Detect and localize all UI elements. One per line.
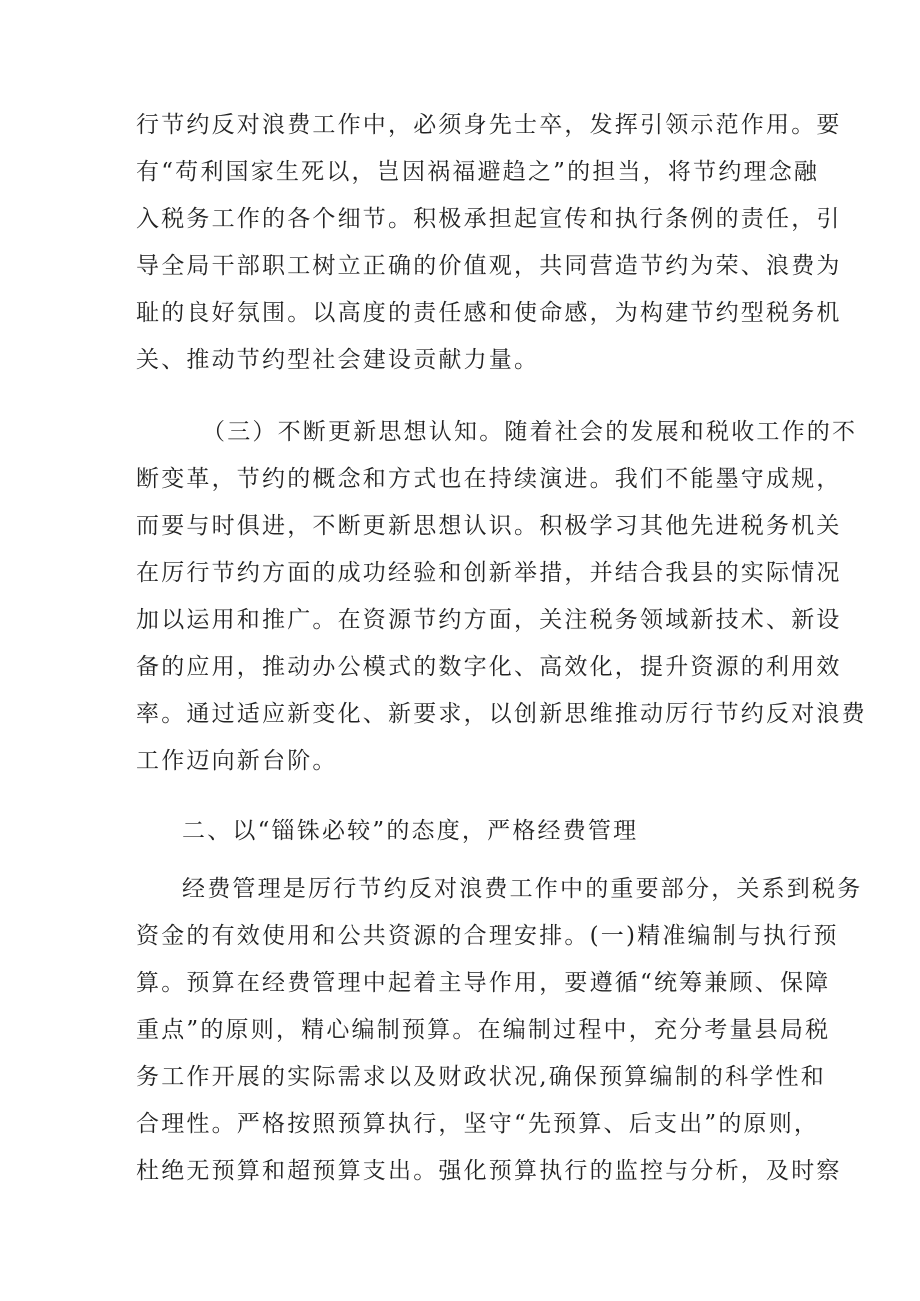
- text-line: 加以运用和推广。在资源节约方面，关注税务领域新技术、新设: [136, 607, 842, 633]
- text-line: 杜绝无预算和超预算支出。强化预算执行的监控与分析，及时察: [136, 1158, 842, 1184]
- section-heading-fund-management: [136, 808, 792, 855]
- text-line: 在厉行节约方面的成功经验和创新举措，并结合我县的实际情况: [136, 560, 842, 586]
- text-line: （三）不断更新思想认知。随着社会的发展和税收工作的不: [202, 419, 858, 445]
- text-line: 入税务工作的各个细节。积极承担起宣传和执行条例的责任，引: [136, 206, 842, 232]
- text-line: 算。预算在经费管理中起着主导作用，要遵循“统筹兼顾、保障: [136, 970, 831, 996]
- text-line: 务工作开展的实际需求以及财政状况,确保预算编制的科学性和: [136, 1064, 826, 1090]
- text-line: 经费管理是厉行节约反对浪费工作中的重要部分，关系到税务: [182, 876, 863, 902]
- text-line: 而要与时俱进，不断更新思想认识。积极学习其他先进税务机关: [136, 513, 842, 539]
- text-line: 资金的有效使用和公共资源的合理安排。(一)精准编制与执行预: [136, 923, 839, 949]
- text-line: 备的应用，推动办公模式的数字化、高效化，提升资源的利用效: [136, 654, 842, 680]
- text-line: 率。通过适应新变化、新要求，以创新思维推动厉行节约反对浪费: [136, 701, 867, 727]
- text-line: 断变革，节约的概念和方式也在持续演进。我们不能墨守成规，: [136, 466, 842, 492]
- section-heading: 二、以“锱铢必较”的态度，严格经费管理: [182, 818, 639, 844]
- text-line: 重点”的原则，精心编制预算。在编制过程中，充分考量县局税: [136, 1017, 831, 1043]
- text-line: 工作迈向新台阶。: [136, 748, 338, 774]
- text-line: 行节约反对浪费工作中，必须身先士卒，发挥引领示范作用。要: [136, 112, 842, 138]
- paragraph-update-thinking: [136, 409, 867, 785]
- paragraph-leadership: [136, 102, 842, 384]
- text-line: 耻的良好氛围。以高度的责任感和使命感，为构建节约型税务机: [136, 300, 842, 326]
- text-line: 合理性。严格按照预算执行，坚守“先预算、后支出”的原则，: [136, 1111, 820, 1137]
- paragraph-fund-management: [136, 866, 863, 1195]
- text-line: 有“苟利国家生死以，岂因祸福避趋之”的担当，将节约理念融: [136, 159, 820, 185]
- text-line: 关、推动节约型社会建设贡献力量。: [136, 347, 540, 373]
- text-line: 导全局干部职工树立正确的价值观，共同营造节约为荣、浪费为: [136, 253, 842, 279]
